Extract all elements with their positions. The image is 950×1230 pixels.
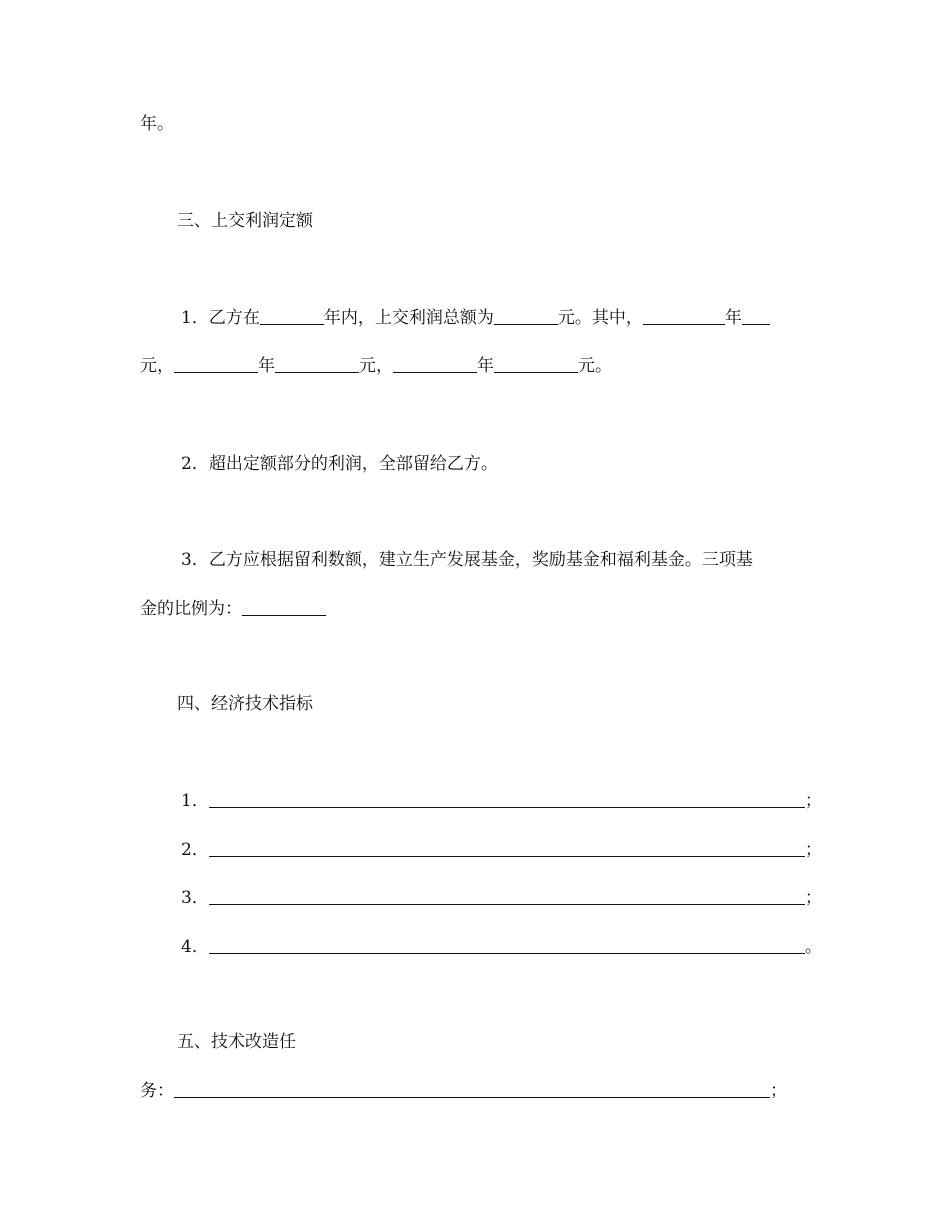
indicator-row-4 (181, 935, 822, 959)
indicator-number: 2． (181, 840, 209, 860)
item-1-text-7: 元， (359, 356, 393, 376)
indicator-blank (209, 886, 805, 905)
section-3-item-1-line-1 (181, 306, 770, 330)
section-3-item-2: 2．超出定额部分的利润，全部留给乙方。 (181, 454, 498, 474)
section-3-item-1-line-2 (140, 354, 612, 378)
section-3-item-3-line-1: 3．乙方应根据留利数额，建立生产发展基金，奖励基金和福利基金。三项基 (181, 550, 753, 570)
item-1-text-2: 年内，上交利润总额为 (323, 308, 494, 328)
indicator-blank (209, 838, 805, 857)
section-4-heading: 四、经济技术指标 (177, 694, 313, 714)
section-3-heading: 三、上交利润定额 (177, 211, 313, 231)
blank-fund-ratio (242, 597, 326, 616)
item-3-text: 金的比例为： (140, 599, 242, 619)
indicator-end: ； (804, 888, 822, 908)
indicator-blank (209, 935, 805, 954)
blank-year-1 (643, 306, 725, 325)
indicator-row-2 (181, 838, 822, 862)
blank-total-profit (494, 306, 558, 325)
blank-amount-3 (494, 354, 578, 373)
blank-amount-1 (742, 306, 770, 325)
section-5-end: ； (770, 1081, 787, 1101)
item-1-text-4: 年 (724, 308, 742, 328)
item-1-text-3: 元。其中， (557, 308, 643, 328)
item-1-text-8: 年 (477, 356, 494, 376)
blank-year-3 (393, 354, 477, 373)
indicator-number: 3． (181, 888, 209, 908)
item-1-text-5: 元， (140, 356, 174, 376)
indicator-number: 4． (181, 937, 209, 957)
blank-year-2 (174, 354, 258, 373)
section-5-text: 务： (140, 1081, 174, 1101)
item-1-text-9: 元。 (578, 356, 612, 376)
blank-amount-2 (275, 354, 359, 373)
indicator-blank (209, 789, 805, 808)
blank-years (260, 306, 324, 325)
indicator-number: 1． (181, 791, 209, 811)
section-5-heading: 五、技术改造任 (177, 1032, 296, 1052)
indicator-end: ； (804, 840, 822, 860)
item-1-text-1: 1．乙方在 (181, 308, 260, 328)
section-3-item-3-line-2 (140, 597, 326, 621)
tech-task-blank (174, 1079, 770, 1098)
indicator-end: 。 (804, 937, 822, 957)
indicator-end: ； (804, 791, 822, 811)
indicator-row-1 (181, 789, 822, 813)
indicator-row-3 (181, 886, 822, 910)
item-1-text-6: 年 (258, 356, 275, 376)
section-5-line-2 (140, 1079, 787, 1103)
continuation-text: 年。 (140, 114, 174, 134)
